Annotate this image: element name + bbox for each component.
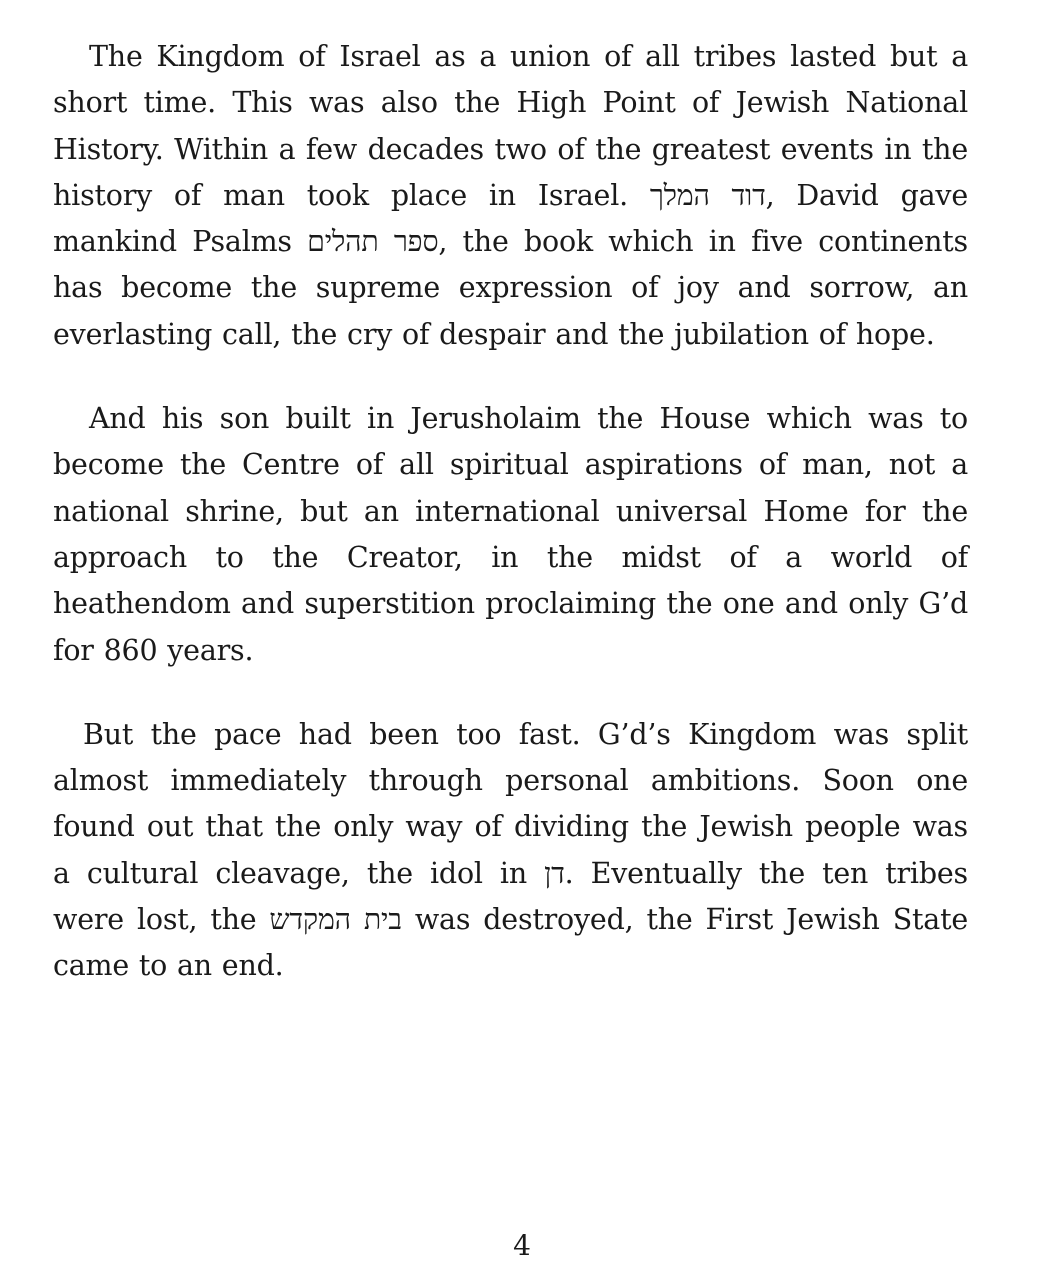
- paragraph-house-in-jerusholaim: And his son built in Jerusholaim the House which was to become the Centre of all spiritual aspirations of man, not a national shrine, but an international universal Home for the approach to the Creator, in the midst of a world of heathendom and superstition proclaiming the one and only G’d for 860 years.: [53, 402, 968, 667]
- paragraph-pace-too-fast: But the pace had been too fast. G’d’s Kingdom was split almost immediately through personal ambitions. Soon one found out that the only way of dividing the Jewish people was a cultural cleavage, the idol in דן. Eventually the ten tribes were lost, the בית המקדש was destroyed, the First Jewish State came to an end.: [53, 717, 968, 983]
- paragraph-kingdom-of-israel: The Kingdom of Israel as a union of all tribes lasted but a short time. This was also the High Point of Jewish National History. Within a few decades two of the greatest events in the history of man took place in Israel. דוד המלך, David gave mankind Psalms ספר תהלים, the book which in five continents has become the supreme expression of joy and sorrow, an everlasting call, the cry of despair and the jubilation of hope.: [53, 40, 968, 351]
- page-number: 4: [513, 1229, 531, 1262]
- body-text: [53, 34, 968, 1028]
